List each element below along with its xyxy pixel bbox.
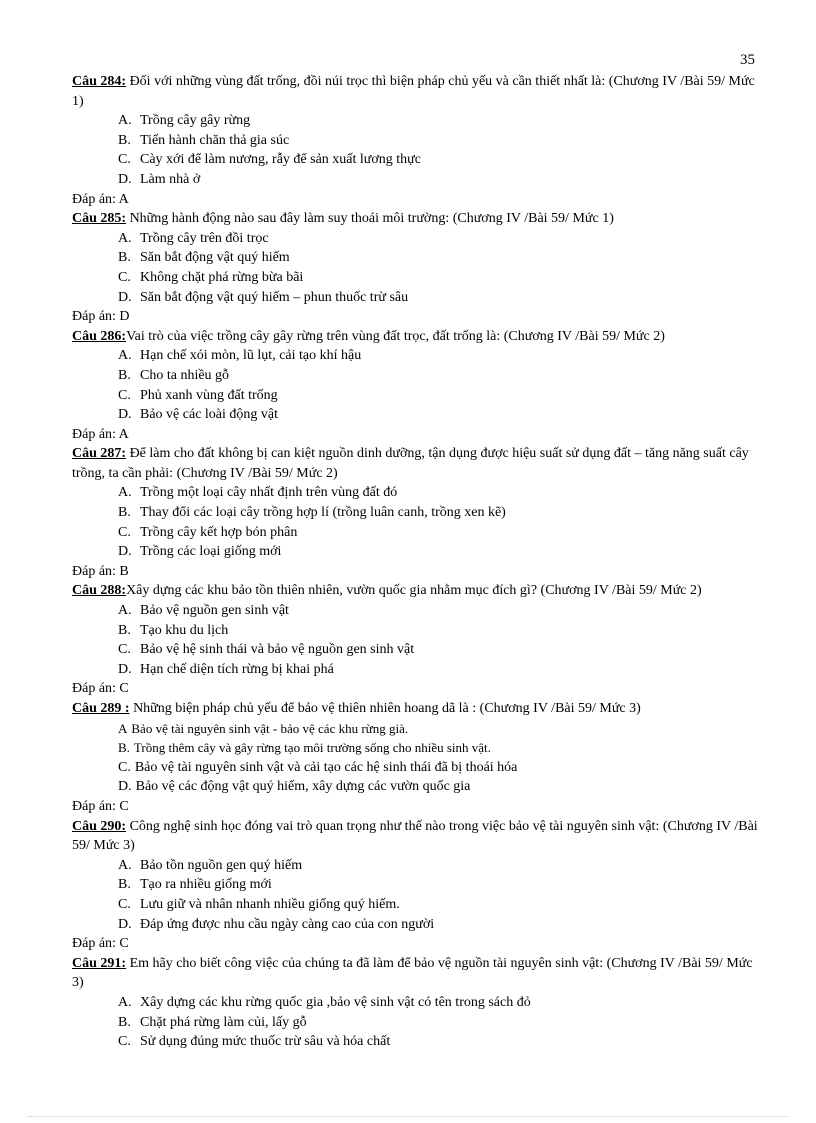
option-text: Tạo khu du lịch [140, 622, 229, 638]
answer-key: Đáp án: A [72, 426, 129, 442]
option-d [118, 288, 758, 308]
option-letter: C. [118, 269, 131, 285]
question-285 [72, 209, 758, 327]
option-text: Trồng các loại giống mới [140, 544, 282, 560]
option-a [118, 856, 758, 876]
question-title: Câu 291: [72, 955, 127, 971]
option-letter: A. [118, 230, 132, 246]
option-c [118, 640, 758, 660]
question-title: Câu 286: [72, 328, 127, 344]
option-a [118, 601, 758, 621]
option-text: Tiến hành chăn thả gia súc [140, 132, 290, 148]
question-title: Câu 285: [72, 211, 127, 227]
option-d [118, 542, 758, 562]
option-letter: B. [118, 877, 131, 893]
option-letter: D. [118, 407, 132, 423]
option-letter: B. [118, 1014, 131, 1030]
option-text: Phủ xanh vùng đất trống [140, 387, 278, 403]
question-288 [72, 581, 758, 699]
option-a [118, 111, 758, 131]
option-text: Trồng cây trên đồi trọc [140, 230, 269, 246]
option-text: Bảo vệ nguồn gen sinh vật [140, 603, 289, 619]
option-letter: D. [118, 289, 132, 305]
question-text: Những biện pháp chủ yếu để bảo vệ thiên nhiên hoang dã là : (Chương IV /Bài 59/ Mức 3) [129, 701, 641, 716]
option-text: Hạn chế diện tích rừng bị khai phá [140, 661, 334, 677]
option-c [118, 386, 758, 406]
option-letter: B. [118, 132, 131, 148]
answer-key: Đáp án: C [72, 798, 129, 814]
option-text: Bảo vệ tài nguyên sinh vật - bảo vệ các khu rừng già. [131, 720, 409, 736]
option-b [118, 503, 758, 523]
option-letter: D. [118, 544, 132, 560]
option-a [118, 993, 758, 1013]
option-letter: A. [118, 485, 132, 501]
option-letter: D. [118, 779, 132, 795]
option-d [118, 915, 758, 935]
option-text: Bảo vệ các động vật quý hiếm, xây dựng các vườn quốc gia [135, 779, 471, 795]
question-stem [72, 954, 758, 993]
option-a [118, 719, 758, 739]
page-number: 35 [740, 52, 755, 68]
option-letter: C. [118, 387, 131, 403]
option-text: Bảo vệ các loài động vật [140, 407, 279, 423]
option-letter: A [118, 720, 128, 736]
option-text: Săn bắt động vật quý hiếm – phun thuốc trừ sâu [140, 289, 409, 305]
question-title: Câu 287: [72, 446, 127, 462]
option-text: Bảo vệ hệ sinh thái và bảo vệ nguồn gen sinh vật [140, 642, 415, 658]
option-b [118, 875, 758, 895]
option-b [118, 131, 758, 151]
option-letter: B. [118, 505, 131, 521]
option-text: Lưu giữ và nhân nhanh nhiều giống quý hiếm. [140, 896, 400, 912]
answer-key: Đáp án: C [72, 936, 129, 952]
option-letter: C. [118, 759, 131, 775]
question-title: Câu 289 : [72, 701, 130, 716]
option-text: Cho ta nhiều gỗ [140, 367, 230, 383]
option-letter: C. [118, 1034, 131, 1050]
option-letter: D. [118, 916, 132, 932]
question-286 [72, 327, 758, 445]
option-letter: C. [118, 642, 131, 658]
question-text: Vai trò của việc trồng cây gây rừng trên vùng đất trọc, đất trống là: (Chương IV /Bài 59/ Mức 2) [126, 328, 665, 344]
option-letter: B. [118, 740, 130, 756]
option-text: Đáp ứng được nhu cầu ngày càng cao của con người [140, 916, 435, 932]
question-289 [72, 699, 758, 817]
answer-key: Đáp án: B [72, 563, 129, 579]
option-d [118, 170, 758, 190]
option-letter: D. [118, 661, 132, 677]
question-291 [72, 954, 758, 1052]
option-b [118, 738, 758, 758]
question-284 [72, 72, 758, 209]
option-letter: B. [118, 250, 131, 266]
answer-key: Đáp án: C [72, 681, 129, 697]
option-text: Thay đổi các loại cây trồng hợp lí (trồng luân canh, trồng xen kẽ) [140, 505, 506, 521]
option-letter: A. [118, 603, 132, 619]
question-290 [72, 817, 758, 954]
question-text: Xây dựng các khu bảo tồn thiên nhiên, vườn quốc gia nhằm mục đích gì? (Chương IV /Bài 59/ Mức 2) [126, 583, 702, 599]
option-c [118, 268, 758, 288]
option-text: Săn bắt động vật quý hiếm [140, 250, 290, 266]
option-letter: A. [118, 348, 132, 364]
option-text: Xây dựng các khu rừng quốc gia ,bảo vệ sinh vật có tên trong sách đỏ [140, 994, 531, 1010]
option-letter: D. [118, 171, 132, 187]
option-b [118, 621, 758, 641]
option-c [118, 1032, 758, 1052]
question-stem [72, 581, 758, 601]
question-stem [72, 72, 758, 111]
option-a [118, 483, 758, 503]
option-letter: A. [118, 857, 132, 873]
option-c [118, 523, 758, 543]
option-c [118, 150, 758, 170]
option-text: Trồng cây kết hợp bón phân [140, 524, 298, 540]
question-stem [72, 327, 758, 347]
option-letter: A. [118, 113, 132, 129]
option-text: Cày xới để làm nương, rẫy để sản xuất lương thực [140, 152, 421, 168]
question-list [72, 72, 758, 1052]
question-text: Em hãy cho biết công việc của chúng ta đã làm để bảo vệ nguồn tài nguyên sinh vật: (Chương IV /Bài 59/ Mức 3) [72, 955, 753, 991]
page-bottom-divider [28, 1116, 788, 1117]
option-text: Bảo tồn nguồn gen quý hiếm [140, 857, 303, 873]
option-text: Trồng thêm cây và gây rừng tạo môi trường sống cho nhiều sinh vật. [133, 740, 491, 756]
question-stem [72, 444, 758, 483]
option-letter: B. [118, 367, 131, 383]
answer-key: Đáp án: D [72, 309, 130, 325]
option-b [118, 248, 758, 268]
answer-key: Đáp án: A [72, 191, 129, 207]
option-letter: A. [118, 994, 132, 1010]
option-text: Trồng cây gây rừng [140, 113, 251, 129]
option-c [118, 895, 758, 915]
question-text: Những hành động nào sau đây làm suy thoái môi trường: (Chương IV /Bài 59/ Mức 1) [126, 211, 614, 227]
option-letter: C. [118, 524, 131, 540]
option-letter: C. [118, 152, 131, 168]
question-stem [72, 699, 758, 719]
option-text: Hạn chế xói mòn, lũ lụt, cải tạo khí hậu [140, 348, 362, 364]
option-a [118, 346, 758, 366]
option-d [118, 660, 758, 680]
question-text: Đối với những vùng đất trống, đồi núi trọc thì biện pháp chủ yếu và cần thiết nhất là: (Chương IV /Bài 59/ Mức 1) [72, 74, 755, 109]
question-287 [72, 444, 758, 581]
question-title: Câu 284: [72, 74, 127, 89]
question-title: Câu 288: [72, 583, 127, 599]
option-text: Không chặt phá rừng bừa bãi [140, 269, 304, 285]
option-text: Làm nhà ở [140, 171, 201, 187]
option-text: Tạo ra nhiều giống mới [140, 877, 272, 893]
option-text: Bảo vệ tài nguyên sinh vật và cải tạo các hệ sinh thái đã bị thoái hóa [134, 759, 518, 775]
option-text: Trồng một loại cây nhất định trên vùng đất đó [140, 485, 398, 501]
option-b [118, 1013, 758, 1033]
option-d [118, 777, 758, 797]
question-text: Để làm cho đất không bị can kiệt nguồn dinh dưỡng, tận dụng được hiệu suất sử dụng đất – tăng năng suất cây trồng, ta cần phải: (Chương IV /Bài 59/ Mức 2) [72, 446, 749, 481]
option-text: Sử dụng đúng mức thuốc trừ sâu và hóa chất [140, 1034, 391, 1050]
option-text: Chặt phá rừng làm củi, lấy gỗ [140, 1014, 307, 1030]
question-text: Công nghệ sinh học đóng vai trò quan trọng như thế nào trong việc bảo vệ tài nguyên sinh vật: (Chương IV /Bài 59/ Mức 3) [72, 818, 758, 854]
option-a [118, 229, 758, 249]
question-stem [72, 209, 758, 229]
option-d [118, 405, 758, 425]
option-letter: B. [118, 622, 131, 638]
question-title: Câu 290: [72, 818, 127, 834]
option-b [118, 366, 758, 386]
option-c [118, 758, 758, 778]
question-stem [72, 817, 758, 856]
option-letter: C. [118, 896, 131, 912]
